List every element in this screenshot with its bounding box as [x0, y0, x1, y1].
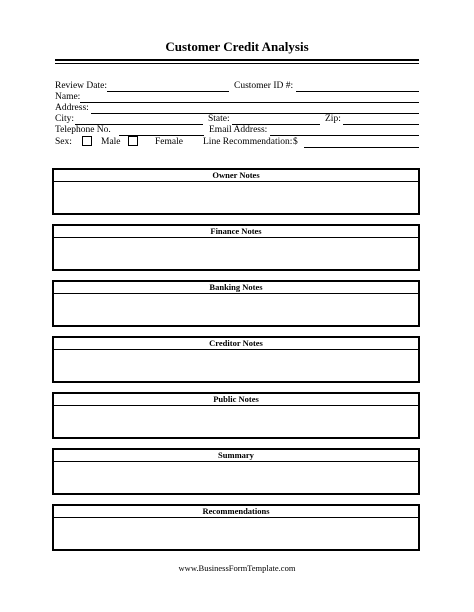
line-recommendation-field[interactable]: [304, 147, 419, 148]
review-date-field[interactable]: [107, 91, 229, 92]
section-header: Banking Notes: [54, 282, 418, 294]
state-label: State:: [208, 114, 230, 124]
section-header: Owner Notes: [54, 170, 418, 182]
section-public-notes: [52, 392, 420, 439]
section-summary: [52, 448, 420, 495]
page-title: Customer Credit Analysis: [165, 39, 309, 54]
female-checkbox[interactable]: [128, 136, 138, 146]
customer-id-field[interactable]: [296, 91, 419, 92]
title-rule-thin: [55, 63, 419, 64]
summary-area[interactable]: [54, 462, 418, 493]
section-recommendations: [52, 504, 420, 551]
currency-symbol: $: [293, 137, 298, 147]
title-rule-thick: [55, 59, 419, 61]
section-header: Summary: [54, 450, 418, 462]
section-finance-notes: [52, 224, 420, 271]
review-date-label: Review Date:: [55, 81, 107, 91]
sex-label: Sex:: [55, 137, 72, 147]
email-label: Email Address:: [209, 125, 268, 135]
line-recommendation-label: Line Recommendation:: [203, 137, 293, 147]
address-field[interactable]: [91, 113, 419, 114]
creditor-notes-area[interactable]: [54, 350, 418, 381]
zip-field[interactable]: [343, 124, 419, 125]
female-label: Female: [155, 137, 183, 147]
footer-url: www.BusinessFormTemplate.com: [178, 563, 296, 573]
owner-notes-area[interactable]: [54, 182, 418, 213]
section-header: Finance Notes: [54, 226, 418, 238]
section-creditor-notes: [52, 336, 420, 383]
zip-label: Zip:: [325, 114, 341, 124]
section-header: Creditor Notes: [54, 338, 418, 350]
finance-notes-area[interactable]: [54, 238, 418, 269]
banking-notes-area[interactable]: [54, 294, 418, 325]
telephone-label: Telephone No.: [55, 125, 111, 135]
address-label: Address:: [55, 103, 89, 113]
male-checkbox[interactable]: [82, 136, 92, 146]
email-field[interactable]: [270, 135, 419, 136]
public-notes-area[interactable]: [54, 406, 418, 437]
section-header: Public Notes: [54, 394, 418, 406]
city-label: City:: [55, 114, 75, 124]
name-label: Name:: [55, 92, 81, 102]
name-field[interactable]: [80, 102, 419, 103]
customer-id-label: Customer ID #:: [234, 81, 294, 91]
section-owner-notes: [52, 168, 420, 215]
male-label: Male: [101, 137, 121, 147]
section-banking-notes: [52, 280, 420, 327]
section-header: Recommendations: [54, 506, 418, 518]
recommendations-area[interactable]: [54, 518, 418, 549]
